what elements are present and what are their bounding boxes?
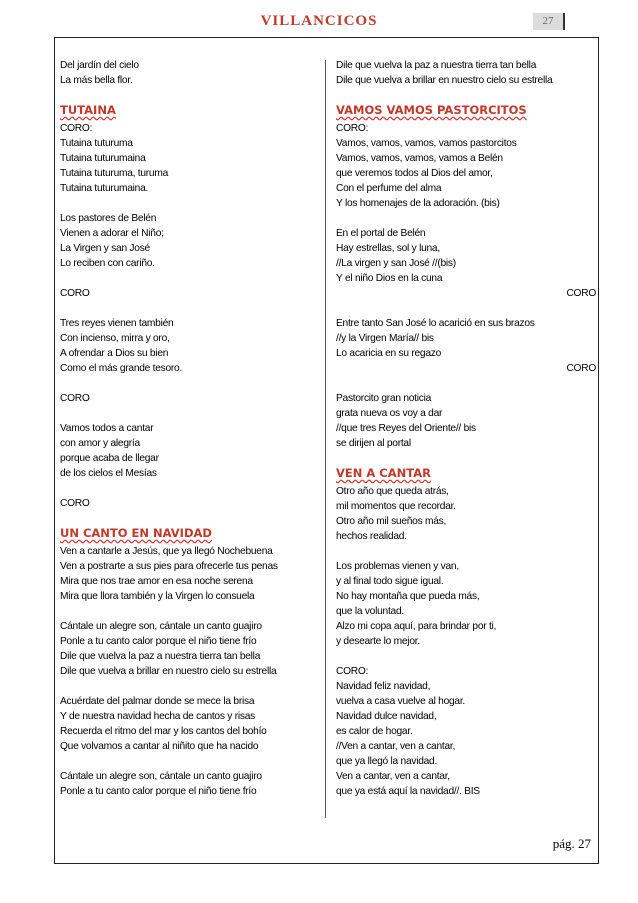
lyric-line: Pastorcito gran noticia (336, 393, 432, 404)
lyric-line: Entre tanto San José lo acarició en sus brazos (336, 318, 535, 329)
lyric-line: Cántale un alegre son, cántale un canto guajiro (60, 621, 262, 632)
stanza (60, 619, 332, 679)
lyric-line: CORO (60, 288, 90, 299)
lyric-line: que la voluntad. (336, 606, 404, 617)
lyric-line: La Virgen y san José (60, 243, 150, 254)
lyric-line: Vamos, vamos, vamos, vamos pastorcitos (336, 138, 517, 149)
song-title: VEN A CANTAR (336, 466, 431, 480)
lyric-line: CORO (60, 498, 90, 509)
lyric-line: Dile que vuelva la paz a nuestra tierra tan bella (336, 60, 537, 71)
stanza (60, 286, 332, 301)
lyric-line: Otro año mil sueños más, (336, 516, 447, 527)
lyric-line: //que tres Reyes del Oriente// bis (336, 423, 476, 434)
lyric-line: Tutaina tuturumaina. (60, 183, 149, 194)
lyric-line: Los pastores de Belén (60, 213, 157, 224)
lyric-line: de los cielos el Mesías (60, 468, 157, 479)
lyric-line: Y los homenajes de la adoración. (bis) (336, 198, 500, 209)
lyric-line: con amor y alegría (60, 438, 140, 449)
lyric-line: CORO: (336, 123, 369, 134)
stanza (336, 121, 608, 211)
lyric-line: mil momentos que recordar. (336, 501, 456, 512)
lyric-line: CORO: (60, 123, 93, 134)
stanza (336, 58, 608, 88)
stanza (60, 58, 332, 88)
lyric-line: y al final todo sigue igual. (336, 576, 444, 587)
lyric-line: Del jardín del cielo (60, 60, 139, 71)
lyric-line: Tutaina tuturuma, turuma (60, 168, 169, 179)
lyric-line: que ya llegó la navidad. (336, 756, 438, 767)
stanza (60, 211, 332, 271)
lyric-line: Ven a postrarte a sus pies para ofrecerle tus penas (60, 561, 278, 572)
lyric-line: Cántale un alegre son, cántale un canto guajiro (60, 771, 262, 782)
lyric-line: Y de nuestra navidad hecha de cantos y risas (60, 711, 255, 722)
lyric-line: Dile que vuelva la paz a nuestra tierra tan bella (60, 651, 261, 662)
chorus-marker: CORO (566, 288, 596, 299)
lyric-line: No hay montaña que pueda más, (336, 591, 480, 602)
lyric-line: Vamos, vamos, vamos, vamos a Belén (336, 153, 503, 164)
stanza (336, 664, 608, 799)
lyric-line: que veremos todos al Dios del amor, (336, 168, 493, 179)
lyric-line: //La virgen y san José //(bis) (336, 258, 456, 269)
lyric-line: Mira que nos trae amor en esa noche serena (60, 576, 253, 587)
lyric-line: Los problemas vienen y van, (336, 561, 459, 572)
lyric-line: Navidad feliz navidad, (336, 681, 431, 692)
lyric-line: Ponle a tu canto calor porque el niño tiene frío (60, 636, 257, 647)
lyric-line: Ven a cantarle a Jesús, que ya llegó Nochebuena (60, 546, 273, 557)
stanza (336, 316, 608, 376)
lyric-line: Vamos todos a cantar (60, 423, 154, 434)
lyric-line: Y el niño Dios en la cuna (336, 273, 443, 284)
lyric-line: hechos realidad. (336, 531, 407, 542)
stanza (336, 559, 608, 649)
right-column (336, 58, 608, 814)
lyric-line: Otro año que queda atrás, (336, 486, 449, 497)
song-title: UN CANTO EN NAVIDAD (60, 526, 212, 540)
lyric-line: Mira que llora también y la Virgen lo consuela (60, 591, 255, 602)
lyric-line: Acuérdate del palmar donde se mece la brisa (60, 696, 255, 707)
lyric-line: A ofrendar a Dios su bien (60, 348, 169, 359)
lyric-line: Dile que vuelva a brillar en nuestro cielo su estrella (336, 75, 553, 86)
running-header-title: VILLANCICOS (260, 13, 378, 29)
lyric-line: Ponle a tu canto calor porque el niño tiene frío (60, 786, 257, 797)
chorus-marker: CORO (566, 363, 596, 374)
left-column (60, 58, 332, 814)
lyric-line: Con el perfume del alma (336, 183, 442, 194)
lyric-line: Dile que vuelva a brillar en nuestro cielo su estrella (60, 666, 277, 677)
lyric-line: Alzo mi copa aquí, para brindar por ti, (336, 621, 497, 632)
lyric-line: En el portal de Belén (336, 228, 426, 239)
lyric-line: Como el más grande tesoro. (60, 363, 183, 374)
lyric-line: vuelva a casa vuelve al hogar. (336, 696, 465, 707)
stanza (336, 391, 608, 451)
lyric-line: porque acaba de llegar (60, 453, 159, 464)
lyric-line: Tutaina tuturumaina (60, 153, 146, 164)
stanza (60, 391, 332, 406)
lyric-line: CORO: (336, 666, 369, 677)
lyric-line: y desearte lo mejor. (336, 636, 420, 647)
lyric-line: Navidad dulce navidad, (336, 711, 437, 722)
lyric-line: Con incienso, mirra y oro, (60, 333, 170, 344)
song-title: VAMOS VAMOS PASTORCITOS (336, 103, 527, 117)
stanza (336, 484, 608, 544)
stanza (60, 316, 332, 376)
lyric-line: CORO (60, 393, 90, 404)
stanza (60, 769, 332, 799)
lyric-line: Lo reciben con cariño. (60, 258, 155, 269)
lyric-line: se dirijen al portal (336, 438, 411, 449)
stanza (60, 121, 332, 196)
stanza (60, 694, 332, 754)
lyric-line: Tutaina tuturuma (60, 138, 133, 149)
stanza (60, 496, 332, 511)
lyric-line: Lo acaricia en su regazo (336, 348, 441, 359)
lyric-line: Recuerda el ritmo del mar y los cantos del bohío (60, 726, 267, 737)
lyric-line: Que volvamos a cantar al niñito que ha nacido (60, 741, 259, 752)
lyric-line: Ven a cantar, ven a cantar, (336, 771, 450, 782)
stanza (60, 544, 332, 604)
header-page-number: 27 (533, 13, 565, 30)
lyric-line: La más bella flor. (60, 75, 133, 86)
lyric-line: //y la Virgen María// bis (336, 333, 434, 344)
stanza (60, 421, 332, 481)
lyric-line: que ya está aquí la navidad//. BIS (336, 786, 480, 797)
lyric-line: Hay estrellas, sol y luna, (336, 243, 440, 254)
lyric-line: Tres reyes vienen también (60, 318, 174, 329)
footer-page-label: pág. 27 (552, 836, 591, 851)
stanza (336, 226, 608, 301)
song-title: TUTAINA (60, 103, 116, 117)
lyric-line: Vienen a adorar el Niño; (60, 228, 164, 239)
lyric-line: grata nueva os voy a dar (336, 408, 443, 419)
lyric-line: //Ven a cantar, ven a cantar, (336, 741, 456, 752)
lyric-line: es calor de hogar. (336, 726, 413, 737)
